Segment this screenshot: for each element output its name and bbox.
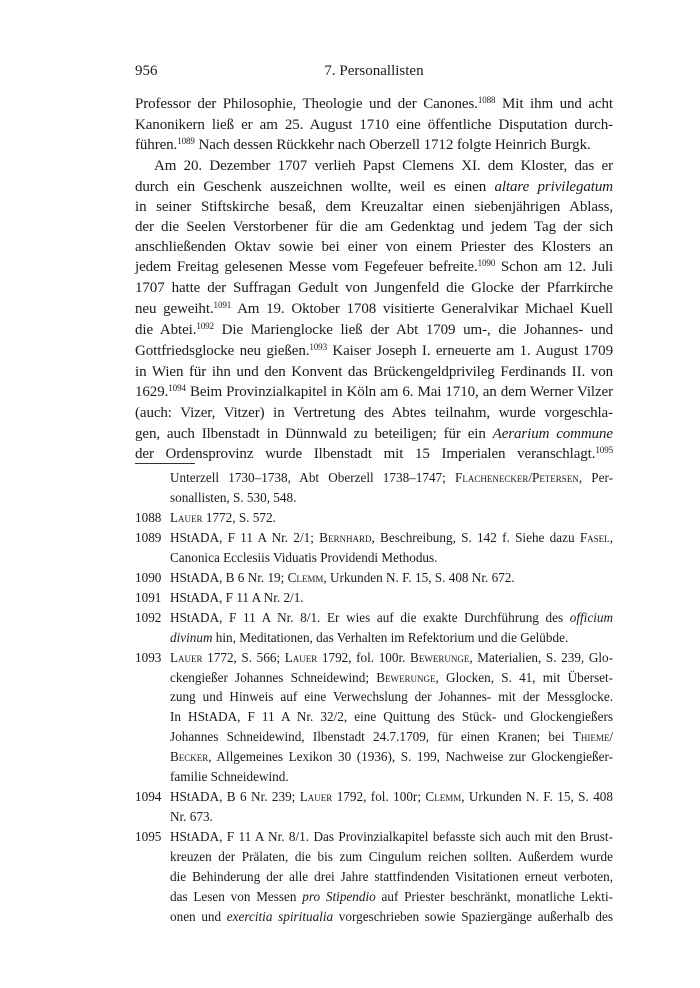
italic-term: exercitia spiritualia bbox=[226, 908, 334, 924]
text-run: , Allgemeines Lexikon 30 (1936), S. 199, Nachweise zur Glockengießer- bbox=[208, 749, 613, 765]
page-header bbox=[135, 61, 613, 81]
footnote-line bbox=[170, 628, 613, 648]
text-run: onen und bbox=[170, 908, 227, 924]
footnote-reference: 1095 bbox=[595, 444, 613, 455]
footnote-text bbox=[170, 468, 613, 508]
text-run: die Behinderung der alle drei Jahre stattfindenden Visitationen erneut verboten, bbox=[170, 869, 613, 885]
author-name: Lauer bbox=[170, 509, 203, 525]
text-run: 1772, S. 566; bbox=[202, 649, 285, 665]
footnote-line bbox=[170, 528, 613, 548]
text-run: auf Priester beschränkt, monatliche Lekti- bbox=[375, 889, 613, 905]
footnote bbox=[135, 588, 613, 608]
footnote bbox=[135, 827, 613, 927]
text-run: der die Seelen Verstorbener für die am Gedenktag und jedem Tag der sich bbox=[135, 218, 613, 235]
body-line-content bbox=[135, 426, 613, 442]
body-line-content bbox=[135, 364, 613, 380]
footnote-line bbox=[170, 807, 613, 827]
body-line bbox=[135, 237, 613, 257]
footnote bbox=[135, 648, 613, 788]
footnote-number: 1089 bbox=[135, 529, 162, 545]
footnote-number: 1093 bbox=[135, 649, 162, 665]
text-run: Nr. 673. bbox=[170, 809, 213, 825]
text-run: ckengießer Johannes Schneidewind; bbox=[170, 669, 377, 685]
body-line-content bbox=[135, 219, 613, 235]
text-run: , Per- bbox=[578, 470, 613, 485]
body-line-content bbox=[135, 280, 613, 296]
body-line bbox=[135, 362, 613, 382]
footnote-text bbox=[170, 787, 613, 827]
footnote-line bbox=[170, 747, 613, 767]
author-name: Bewerunge bbox=[376, 669, 436, 685]
footnote-line bbox=[170, 548, 613, 568]
footnote-line bbox=[170, 707, 613, 727]
footnote-reference: 1090 bbox=[477, 258, 496, 269]
body-line bbox=[135, 341, 613, 362]
footnote-line-content bbox=[170, 670, 613, 685]
text-run: Beim Provinzialkapitel in Köln am 6. Mai 1710, an dem Werner Vilzer bbox=[185, 384, 613, 401]
author-name: Flachenecker/Petersen bbox=[454, 470, 579, 485]
text-run: kreuzen der Prälaten, die bis zum Cingulum reichen sollten. Außerdem wurde bbox=[170, 849, 613, 865]
text-run: Kaiser Joseph I. erneuerte am 1. August 1709 bbox=[326, 342, 613, 359]
footnote-line bbox=[170, 687, 613, 707]
text-run: Nach dessen Rückkehr nach Oberzell 1712 folgte Heinrich Burgk. bbox=[194, 137, 591, 154]
italic-term: divinum bbox=[170, 629, 213, 645]
body-line bbox=[135, 197, 613, 217]
footnotes bbox=[135, 468, 613, 927]
body-line bbox=[135, 217, 613, 237]
body-line-content bbox=[135, 384, 613, 400]
text-run: HStADA, F 11 A Nr. 2/1. bbox=[170, 589, 304, 605]
footnote bbox=[135, 528, 613, 568]
footnote-line bbox=[170, 568, 613, 588]
author-name: Bernhard bbox=[319, 529, 372, 545]
footnote-line-content bbox=[170, 729, 613, 744]
body-line-content bbox=[135, 137, 591, 153]
footnote-reference: 1088 bbox=[477, 95, 496, 106]
text-run: das Lesen von Messen bbox=[170, 889, 303, 905]
text-run: gen, auch Ilbenstadt in Dünnwald zu beteiligen; für ein bbox=[135, 425, 493, 442]
footnote-line-content bbox=[170, 570, 515, 585]
italic-term: Aerarium commune bbox=[492, 425, 613, 442]
page-number: 956 bbox=[135, 63, 158, 79]
text-run: hin, Meditationen, das Verhalten im Refektorium und die Gelübde. bbox=[212, 629, 569, 645]
text-run: , Beschreibung, S. 142 f. Siehe dazu bbox=[371, 529, 580, 545]
body-line-content bbox=[135, 446, 613, 462]
footnote-line-content bbox=[170, 829, 613, 844]
text-run: neu geweiht. bbox=[135, 300, 214, 317]
footnote-line-content bbox=[170, 530, 613, 545]
author-name: Clemm bbox=[287, 569, 324, 585]
author-name: Clemm bbox=[425, 789, 462, 805]
italic-term: pro Stipendio bbox=[302, 889, 376, 905]
body-line-content bbox=[135, 96, 613, 112]
footnote-line-content bbox=[170, 510, 276, 525]
footnote-text bbox=[170, 528, 613, 568]
body-line-content bbox=[135, 259, 613, 275]
footnote-line-content bbox=[170, 490, 296, 505]
body-line bbox=[135, 94, 613, 115]
text-run: HStADA, B 6 Nr. 19; bbox=[170, 569, 288, 585]
footnote-line bbox=[170, 668, 613, 688]
footnote-line-content bbox=[170, 749, 613, 764]
footnote-reference: 1089 bbox=[177, 136, 195, 147]
footnote-reference: 1093 bbox=[309, 341, 327, 352]
text-run: HStADA, F 11 A Nr. 2/1; bbox=[170, 529, 320, 545]
text-run: zung und Hinweis auf eine Verwechslung der Johannes- mit der Messglocke. bbox=[170, 689, 613, 705]
footnote-line bbox=[170, 488, 613, 508]
footnote-line bbox=[170, 508, 613, 528]
body-line bbox=[135, 424, 613, 444]
footnote-line-content bbox=[170, 869, 613, 884]
text-run: (auch: Vizer, Vitzer) in Vertretung des Abtes teilnahm, wurde vorgeschla- bbox=[135, 405, 613, 422]
footnote-number: 1088 bbox=[135, 509, 162, 525]
author-name: Becker bbox=[170, 749, 209, 765]
footnote-line bbox=[170, 727, 613, 747]
text-run: HStADA, F 11 A Nr. 8/1. Das Provinzialkapitel befasste sich auch mit den Brust- bbox=[170, 829, 613, 845]
footnote-line bbox=[170, 827, 613, 847]
footnote bbox=[135, 608, 613, 648]
footnote-line bbox=[170, 887, 613, 907]
italic-term: altare privilegatum bbox=[494, 178, 613, 195]
text-run: führen. bbox=[135, 137, 178, 154]
text-run: familie Schneidewind. bbox=[170, 769, 289, 785]
body-line-content bbox=[135, 405, 613, 421]
footnote-line-content bbox=[170, 630, 568, 645]
footnote bbox=[135, 508, 613, 528]
text-run: der Ordensprovinz wurde Ilbenstadt mit 15 Imperialen veranschlagt. bbox=[135, 445, 596, 462]
text-run: Schon am 12. Juli bbox=[495, 259, 614, 276]
footnote-line bbox=[170, 608, 613, 628]
footnote-text bbox=[170, 648, 613, 788]
text-run: Gottfriedsglocke neu gießen. bbox=[135, 342, 310, 359]
body-line-content bbox=[135, 199, 613, 215]
text-run: durch ein Geschenk auszeichnen wollte, weil es einen bbox=[135, 178, 495, 195]
main-text bbox=[135, 94, 613, 465]
footnote-line-content bbox=[170, 849, 613, 864]
body-line bbox=[135, 115, 613, 135]
footnote-line-content bbox=[170, 709, 613, 724]
body-line bbox=[135, 177, 613, 197]
body-line bbox=[135, 382, 613, 403]
body-line-content bbox=[154, 158, 613, 174]
footnote-text bbox=[170, 827, 613, 927]
text-run: Am 20. Dezember 1707 verlieh Papst Clemens XI. dem Kloster, das er bbox=[154, 158, 613, 175]
footnote-line bbox=[170, 867, 613, 887]
body-line bbox=[135, 135, 613, 156]
text-run: 1792, fol. 100r; bbox=[332, 789, 426, 805]
text-run: Mit ihm und acht bbox=[495, 96, 613, 112]
footnote-reference: 1094 bbox=[168, 383, 186, 394]
footnote-number: 1095 bbox=[135, 829, 162, 845]
author-name: Lauer bbox=[284, 649, 318, 665]
body-line-content bbox=[135, 301, 613, 317]
text-run: Johannes Schneidewind, Ilbenstadt 24.7.1709, für einen Kranen; bei bbox=[170, 729, 573, 745]
text-run: Unterzell 1730–1738, Abt Oberzell 1738–1747; bbox=[170, 470, 455, 485]
author-name: Lauer bbox=[170, 649, 203, 665]
author-name: Lauer bbox=[299, 789, 333, 805]
footnote-reference: 1091 bbox=[213, 299, 232, 310]
text-run: Professor der Philosophie, Theologie und der Canones. bbox=[135, 96, 478, 112]
footnote-line bbox=[170, 767, 613, 787]
body-line-content bbox=[135, 239, 613, 255]
text-run: anschließenden Oktav sowie bei einer von einem Priester des Klosters an bbox=[135, 239, 613, 256]
text-run: In HStADA, F 11 A Nr. 32/2, eine Quittung des Stück- und Glockengießers bbox=[170, 709, 613, 725]
footnote-line bbox=[170, 648, 613, 668]
text-run: 1792, fol. 100r. bbox=[317, 649, 411, 665]
footnote-line-content bbox=[170, 470, 613, 485]
footnote-number: 1090 bbox=[135, 569, 162, 585]
footnote-line bbox=[170, 907, 613, 927]
running-title: 7. Personallisten bbox=[324, 63, 424, 79]
footnote-line-content bbox=[170, 650, 613, 665]
text-run: Kanonikern ließ er am 25. August 1710 eine öffentliche Disputation durch- bbox=[135, 117, 613, 134]
text-run: 1772, S. 572. bbox=[202, 509, 276, 525]
text-run: vorgeschrieben sowie Spaziergänge außerhalb des bbox=[333, 908, 613, 924]
text-run: die Abtei. bbox=[135, 321, 197, 338]
text-run: Die Marienglocke ließ der Abt 1709 um-, die Johannes- und bbox=[213, 321, 613, 338]
footnote-separator-rule bbox=[135, 463, 195, 464]
text-run: Am 19. Oktober 1708 visitierte Generalvikar Michael Kuell bbox=[231, 300, 613, 317]
text-run: Canonica Ecclesiis Viduatis Providendi Methodus. bbox=[170, 549, 438, 565]
footnote-line bbox=[170, 588, 613, 608]
body-line-content bbox=[135, 117, 613, 133]
body-line bbox=[135, 299, 613, 320]
author-name: Fasel bbox=[579, 529, 610, 545]
footnote-line bbox=[170, 787, 613, 807]
text-run: 1629. bbox=[135, 384, 169, 401]
body-line bbox=[135, 257, 613, 278]
footnote-line-content bbox=[170, 610, 613, 625]
footnote-text bbox=[170, 588, 613, 608]
author-name: Bewerunge bbox=[410, 649, 470, 665]
text-run: HStADA, F 11 A Nr. 8/1. Er wies auf die exakte Durchführung des bbox=[170, 609, 570, 625]
text-run: in Wien für ihn und den Konvent das Brückengeldprivileg Ferdinands II. von bbox=[135, 364, 613, 381]
footnote-number: 1094 bbox=[135, 789, 162, 805]
footnote-line-content bbox=[170, 769, 289, 784]
body-line-content bbox=[135, 343, 613, 359]
footnote bbox=[135, 568, 613, 588]
text-run: , Materialien, S. 239, Glo- bbox=[469, 649, 614, 665]
footnote-line-content bbox=[170, 789, 613, 804]
author-name: Thieme/ bbox=[572, 729, 613, 745]
text-run: , Glocken, S. 41, mit Überset- bbox=[435, 669, 613, 685]
footnote-number: 1091 bbox=[135, 589, 162, 605]
text-run: , Urkunden N. F. 15, S. 408 Nr. 672. bbox=[323, 569, 515, 585]
text-run: jedem Freitag gelesenen Messe vom Fegefeuer befreite. bbox=[135, 259, 478, 276]
footnote-text bbox=[170, 508, 613, 528]
footnote-line-content bbox=[170, 889, 613, 904]
body-line bbox=[135, 156, 613, 176]
footnote-line-content bbox=[170, 689, 613, 704]
footnote-number: 1092 bbox=[135, 609, 162, 625]
footnote-line bbox=[170, 468, 613, 488]
text-run: , bbox=[609, 529, 613, 545]
footnote-line-content bbox=[170, 550, 437, 565]
footnote-text bbox=[170, 608, 613, 648]
footnote-line-content bbox=[170, 909, 613, 924]
italic-term: officium bbox=[569, 609, 613, 625]
footnote-line-content bbox=[170, 809, 213, 824]
body-line-content bbox=[135, 322, 613, 338]
body-line bbox=[135, 320, 613, 341]
footnote-line-content bbox=[170, 590, 304, 605]
text-run: in seiner Stiftskirche besaß, dem Kreuzaltar einen siebenjährigen Ablass, bbox=[135, 198, 613, 215]
body-line bbox=[135, 403, 613, 423]
footnote-reference: 1092 bbox=[196, 320, 214, 331]
text-run: HStADA, B 6 Nr. 239; bbox=[170, 789, 300, 805]
footnote bbox=[135, 468, 613, 508]
footnote bbox=[135, 787, 613, 827]
text-run: , Urkunden N. F. 15, S. 408 bbox=[461, 789, 613, 805]
footnote-text bbox=[170, 568, 613, 588]
text-run: sonallisten, S. 530, 548. bbox=[170, 489, 297, 505]
body-line bbox=[135, 278, 613, 298]
body-line-content bbox=[135, 179, 613, 195]
text-run: 1707 hatte der Suffragan Gedult von Jungenfeld die Glocke der Pfarrkirche bbox=[135, 280, 613, 297]
footnote-line bbox=[170, 847, 613, 867]
body-line bbox=[135, 444, 613, 465]
